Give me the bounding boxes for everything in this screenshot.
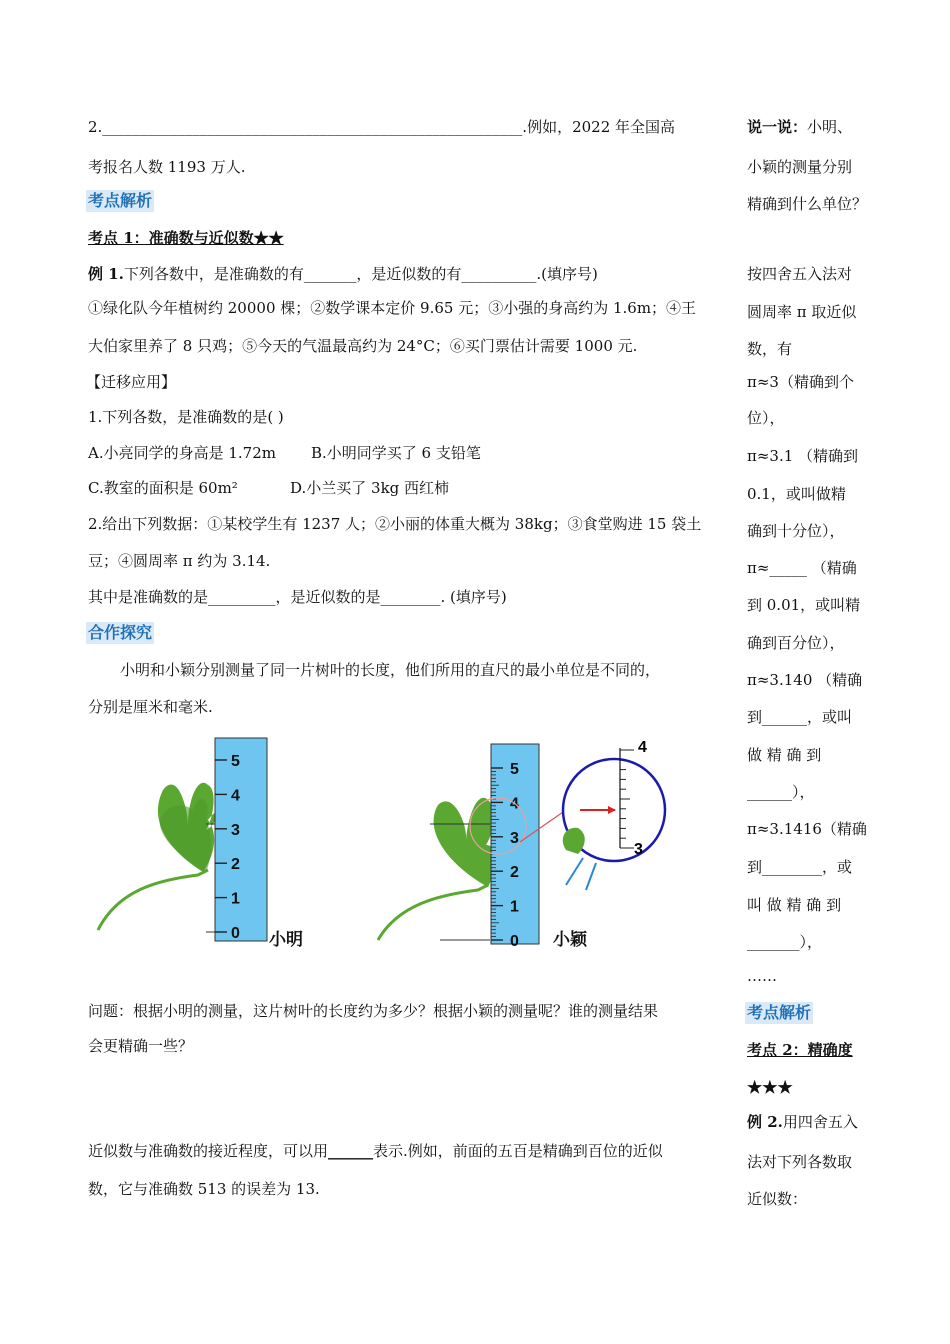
pi-line10: 到 0.01，或叫精 bbox=[747, 596, 861, 614]
question-text-line1: 问题：根据小明的测量，这片树叶的长度约为多少？根据小颖的测量呢？谁的测量结果 bbox=[88, 1002, 659, 1020]
ruler-left-label-1: 1 bbox=[231, 890, 240, 908]
closeness-text-b: 表示.例如，前面的五百是精确到百位的近似 bbox=[373, 1142, 663, 1160]
label-xiaoying: 小颖 bbox=[553, 930, 587, 949]
closeness-line1 bbox=[88, 1141, 663, 1161]
question-2-line1: 2.给出下列数据：①某校学生有 1237 人；②小丽的体重大概为 38kg；③食堂购进 15 袋土 bbox=[88, 515, 702, 533]
ruler-right-label-3: 3 bbox=[510, 829, 519, 847]
zoom-tick-3: 3 bbox=[634, 841, 643, 858]
kp1-title: 考点 1：准确数与近似数★★ bbox=[88, 229, 284, 247]
talk-line1 bbox=[747, 117, 852, 137]
section-heading-cooperation: 合作探究 bbox=[88, 623, 153, 642]
definition-example-line: 考报名人数 1193 万人. bbox=[88, 158, 246, 176]
ruler-left-label-4: 4 bbox=[231, 787, 240, 805]
example-2-line1 bbox=[747, 1112, 858, 1132]
talk-text-1: 小明、 bbox=[807, 118, 853, 136]
example-2-line2: 法对下列各数取 bbox=[747, 1153, 853, 1171]
example-1-text: 下列各数中，是准确数的有_______，是近似数的有__________.(填序号) bbox=[123, 265, 598, 283]
pi-line9: π≈_____ （精确 bbox=[747, 559, 857, 577]
zoom-tick-4: 4 bbox=[638, 739, 647, 756]
section-heading-analysis: 考点解析 bbox=[88, 191, 153, 210]
ruler-right-label-2: 2 bbox=[510, 864, 519, 882]
kp2-title: 考点 2：精确度 bbox=[747, 1041, 853, 1059]
question-1: 1.下列各数，是准确数的是( ) bbox=[88, 408, 284, 426]
leaf-right bbox=[378, 798, 496, 940]
closeness-blank: ______ bbox=[328, 1142, 374, 1160]
pi-line18: 叫 做 精 确 到 bbox=[747, 896, 842, 914]
ruler-left-label-2: 2 bbox=[231, 856, 240, 874]
example-2-line3: 近似数： bbox=[747, 1190, 808, 1208]
kp2-stars: ★★★ bbox=[747, 1078, 793, 1098]
pi-line4: π≈3（精确到个 bbox=[747, 373, 854, 391]
ruler-right-label-4: 4 bbox=[510, 795, 519, 813]
pi-line2: 圆周率 π 取近似 bbox=[747, 303, 857, 321]
pi-line5: 位）， bbox=[747, 409, 785, 427]
example-1 bbox=[88, 264, 598, 284]
question-1-option-a: A.小亮同学的身高是 1.72m bbox=[88, 444, 276, 462]
example-2-text: 用四舍五入 bbox=[782, 1113, 858, 1131]
closeness-text-a: 近似数与准确数的接近程度，可以用 bbox=[88, 1142, 329, 1160]
example-1-label: 例 1. bbox=[88, 265, 124, 283]
pi-line6: π≈3.1 （精确到 bbox=[747, 447, 859, 465]
pi-line11: 确到百分位）， bbox=[747, 634, 845, 652]
pi-line16: π≈3.1416（精确 bbox=[747, 820, 867, 838]
definition-line-2: 2.________________________________________________________.例如，2022 年全国高 bbox=[88, 118, 676, 136]
ruler-left-label-0: 0 bbox=[231, 925, 240, 942]
question-1-option-c: C.教室的面积是 60m² bbox=[88, 479, 238, 497]
label-xiaoming: 小明 bbox=[269, 930, 303, 949]
closeness-line2: 数，它与准确数 513 的误差为 13. bbox=[88, 1180, 320, 1198]
ruler-left-label-5: 5 bbox=[231, 753, 240, 770]
pi-line3: 数，有 bbox=[747, 340, 793, 358]
question-2-line2: 豆；④圆周率 π 约为 3.14. bbox=[88, 552, 271, 570]
ruler-right-label-5: 5 bbox=[510, 761, 519, 778]
example-1-items-line1: ①绿化队今年植树约 20000 棵；②数学课本定价 9.65 元；③小强的身高约为 1.6m；④王 bbox=[88, 299, 697, 317]
cooperation-text-line2: 分别是厘米和毫米. bbox=[88, 698, 213, 716]
pi-line17: 到________，或 bbox=[747, 858, 853, 876]
pi-line7: 0.1，或叫做精 bbox=[747, 485, 846, 503]
pi-line20: …… bbox=[747, 967, 777, 985]
ruler-left-label-3: 3 bbox=[231, 821, 240, 839]
example-1-items-line2: 大伯家里养了 8 只鸡；⑤今天的气温最高约为 24°C；⑥买门票估计需要 1000 元. bbox=[88, 337, 638, 355]
ruler-right-label-0: 0 bbox=[510, 933, 519, 950]
example-2-label: 例 2. bbox=[747, 1113, 783, 1131]
pi-line19: _______）， bbox=[747, 933, 823, 951]
cooperation-text-line1: 小明和小颖分别测量了同一片树叶的长度，他们所用的直尺的最小单位是不同的， bbox=[120, 661, 661, 679]
ruler-figure bbox=[88, 730, 688, 955]
talk-label: 说一说： bbox=[747, 118, 808, 136]
pi-line14: 做 精 确 到 bbox=[747, 746, 822, 764]
talk-line2: 小颖的测量分别 bbox=[747, 158, 853, 176]
pi-line8: 确到十分位）， bbox=[747, 522, 845, 540]
question-2-line3: 其中是准确数的是_________，是近似数的是________. (填序号) bbox=[88, 588, 507, 606]
pi-line15: ______）， bbox=[747, 783, 815, 801]
ruler-left bbox=[215, 738, 267, 941]
pi-line1: 按四舍五入法对 bbox=[747, 265, 853, 283]
pi-line13: 到______，或叫 bbox=[747, 708, 853, 726]
ruler-right-label-1: 1 bbox=[510, 898, 519, 916]
talk-line3: 精确到什么单位？ bbox=[747, 195, 868, 213]
transfer-heading: 【迁移应用】 bbox=[86, 373, 177, 391]
question-text-line2: 会更精确一些？ bbox=[88, 1037, 194, 1055]
pi-line12: π≈3.140 （精确 bbox=[747, 671, 863, 689]
side-heading-analysis: 考点解析 bbox=[747, 1003, 812, 1022]
leaf-left bbox=[98, 783, 217, 930]
question-1-option-b: B.小明同学买了 6 支铅笔 bbox=[311, 444, 481, 462]
question-1-option-d: D.小兰买了 3kg 西红柿 bbox=[290, 479, 450, 497]
